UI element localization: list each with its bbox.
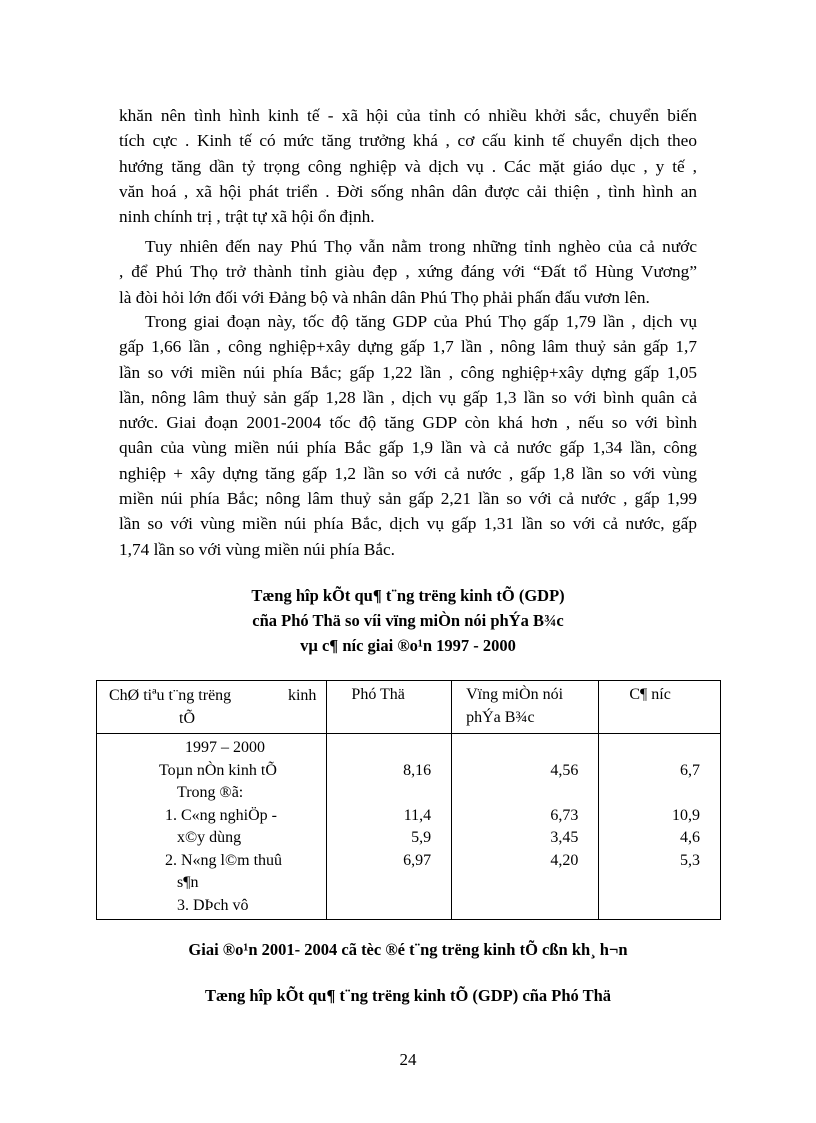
header-text: tÕ (179, 709, 195, 727)
header-text: phÝa B¾c (466, 708, 535, 726)
value-cell: 6,97 (403, 851, 432, 869)
header-text: kinh (287, 687, 317, 704)
value-cell: 4,6 (680, 829, 700, 846)
header-ca-nuoc: C¶ níc (599, 681, 721, 734)
text-line: gấp 1,66 lần , công nghiệp+xây dựng gấp 1,7 lần , nông lâm thuỷ sản gấp 1,7 (119, 337, 697, 357)
row-label: x©y dùng (177, 829, 242, 846)
row-label: s¶n (177, 874, 199, 891)
text-line: Trong giai đoạn này, tốc độ tăng GDP của Phú Thọ gấp 1,79 lần , dịch vụ (145, 312, 697, 331)
row-label: 1997 – 2000 (185, 739, 265, 756)
row-labels-cell (97, 734, 327, 920)
text-line: 1,74 lần so với vùng miền núi phía Bắc. (119, 539, 396, 559)
page-number: 24 (399, 1050, 417, 1069)
row-label: 2. N«ng l©m thuû (165, 851, 283, 869)
text-line: nước. Giai đoạn 2001-2004 tốc độ tăng GDP còn khá hơn , nếu so với bình (119, 413, 697, 433)
text-line: Tuy nhiên đến nay Phú Thọ vẫn nằm trong những tỉnh nghèo của cả nước (145, 237, 697, 256)
text-line: quân của vùng miền núi phía Bắc gấp 1,9 lần và cả nước gấp 1,34 lần, công (119, 438, 697, 458)
header-text: ChØ tiªu t¨ng trëng (109, 687, 232, 704)
text-line: lần so với vùng miền núi phía Bắc, dịch vụ gấp 1,31 lần so với cả nước, gấp (119, 514, 697, 534)
text-line: khăn nên tình hình kinh tế - xã hội của tỉnh có nhiều khởi sắc, chuyển biến (119, 106, 697, 125)
value-cell: 11,4 (403, 806, 432, 824)
value-cell: 3,45 (550, 829, 579, 846)
text-line: văn hoá , xã hội phát triển . Đời sống nhân dân được cải thiện , tình hình an (119, 181, 697, 201)
value-cell: 6,7 (680, 761, 700, 779)
header-text: Vïng miÒn nói (466, 686, 564, 703)
value-cell: 10,9 (672, 806, 700, 824)
value-cell: 4,56 (550, 761, 579, 779)
table-body-row (97, 734, 721, 920)
value-cell: 5,9 (411, 829, 432, 846)
paragraph-economy-overview (119, 103, 697, 229)
text-line: ninh chính trị , trật tự xã hội ổn định. (119, 207, 375, 227)
ca-nuoc-values (599, 734, 721, 920)
text-line: hướng tăng dần tỷ trọng công nghiệp và dịch vụ . Các mặt giáo dục , y tế , (119, 156, 697, 176)
text-line: miền núi phía Bắc; nông lâm thuỷ sản gấp 2,21 lần so với cả nước , gấp 1,99 (119, 489, 697, 509)
paragraph-poverty-status (119, 234, 697, 310)
text-line: là đòi hỏi lớn đối với Đảng bộ và nhân dân Phú Thọ phải phấn đấu vươn lên. (119, 287, 650, 307)
phu-tho-values (327, 734, 452, 920)
text-line: lần so với miền núi phía Bắc; gấp 1,22 lần , công nghiệp+xây dựng gấp 1,05 (119, 362, 697, 382)
table-title-line: cña Phó Thä so víi vïng miÒn nói phÝa B¾c (252, 611, 564, 630)
text-line: , để Phú Thọ trở thành tỉnh giàu đẹp , xứng đáng với “Đất tổ Hùng Vương” (119, 262, 697, 282)
text-line: lần, nông lâm thuỷ sản gấp 1,28 lần , dịch vụ gấp 1,3 lần so với bình quân cả (119, 387, 697, 407)
subheading-2001-2004: Giai ®o¹n 2001- 2004 cã tèc ®é t¨ng trëng kinh tÕ cßn kh¸ h¬n (188, 940, 628, 959)
value-cell: 6,73 (550, 806, 579, 824)
row-label: 1. C«ng nghiÖp - (165, 806, 277, 824)
subheading-gdp-summary: Tæng hîp kÕt qu¶ t¨ng trëng kinh tÕ (GDP) cña Phó Thä (204, 986, 612, 1005)
header-mien-nui (452, 681, 599, 734)
gdp-comparison-table (96, 680, 721, 920)
value-cell: 4,20 (550, 851, 579, 869)
row-label: 3. DÞch vô (177, 896, 249, 914)
row-label: Toµn nÒn kinh tÕ (159, 761, 277, 779)
row-label: Trong ®ã: (177, 784, 244, 801)
paragraph-gdp-growth (119, 309, 697, 562)
table-header-row (97, 681, 721, 734)
mien-nui-values (452, 734, 599, 920)
text-line: tích cực . Kinh tế có mức tăng trưởng khá , cơ cấu kinh tế chuyển dịch theo (119, 131, 697, 151)
table-title-line: Tæng hîp kÕt qu¶ t¨ng trëng kinh tÕ (GDP) (251, 586, 565, 605)
value-cell: 8,16 (403, 761, 432, 779)
header-indicator (97, 681, 327, 734)
table-title-line: vµ c¶ níc giai ®o¹n 1997 - 2000 (300, 636, 516, 655)
value-cell: 5,3 (680, 851, 700, 869)
text-line: nghiệp + xây dựng tăng gấp 1,2 lần so với cả nước , gấp 1,8 lần so với vùng (119, 463, 697, 483)
header-phu-tho: Phó Thä (327, 681, 452, 734)
